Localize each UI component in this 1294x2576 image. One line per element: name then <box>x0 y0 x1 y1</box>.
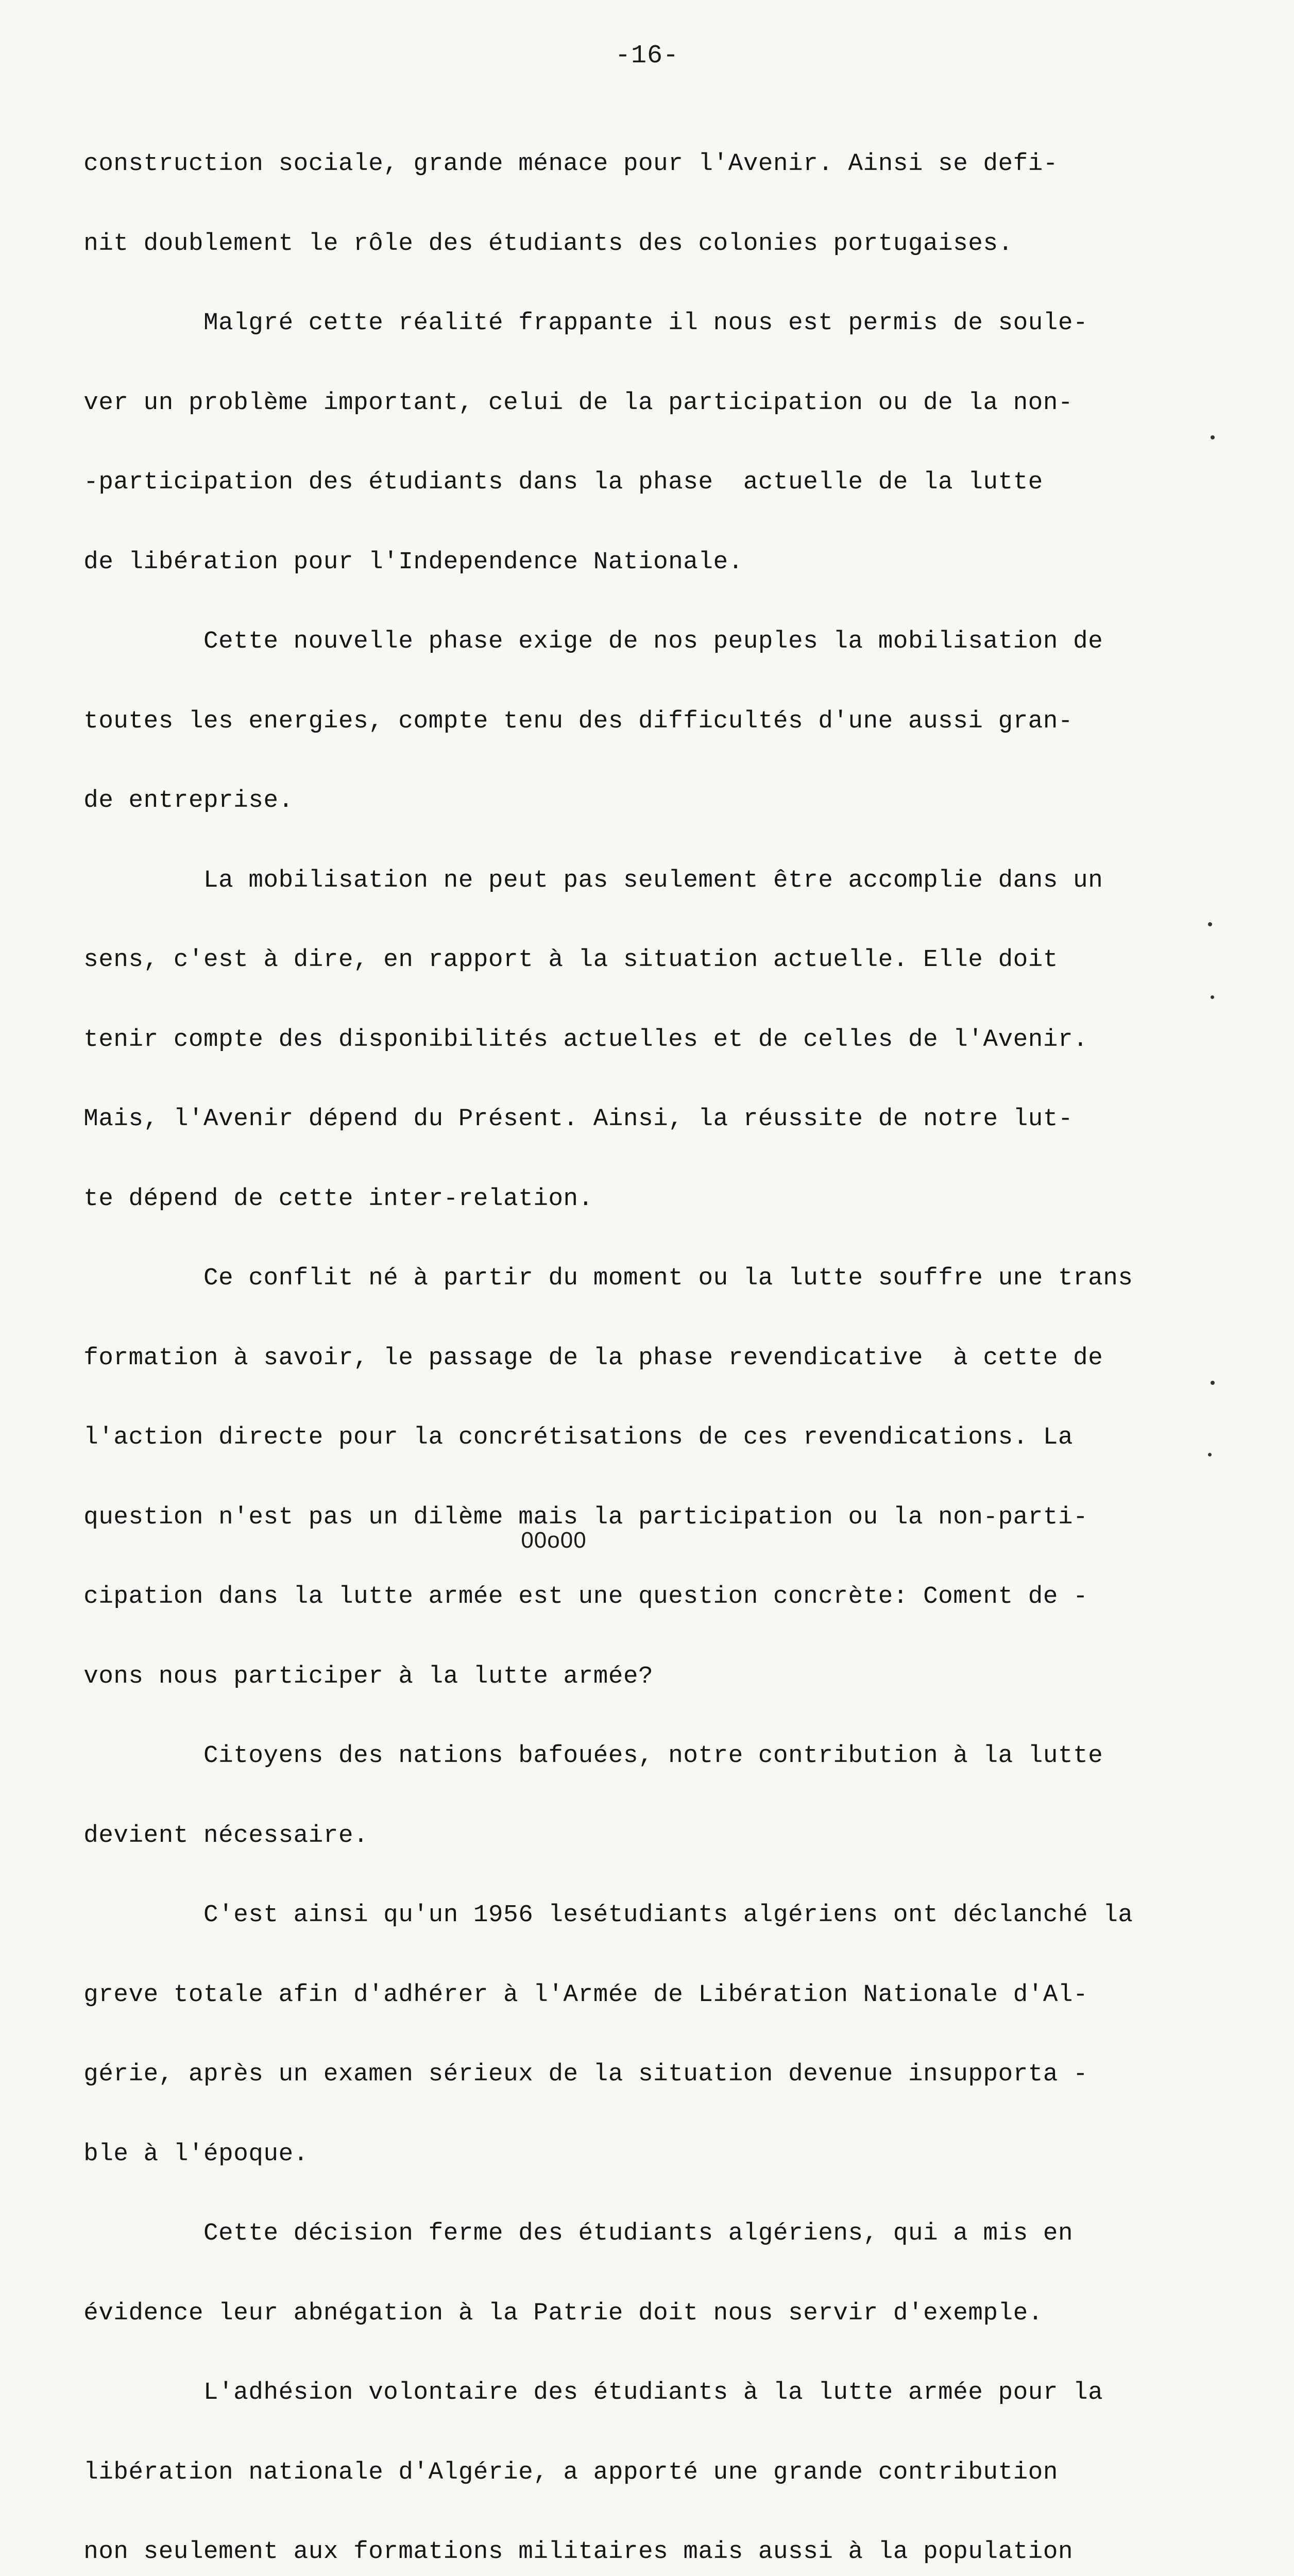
text-line: Cette décision ferme des étudiants algériens, qui a mis en <box>54 2219 1074 2247</box>
text-line: -participation des étudiants dans la phase actuelle de la lutte <box>54 468 1043 496</box>
text-line: sens, c'est à dire, en rapport à la situation actuelle. Elle doit <box>54 946 1059 974</box>
scan-speck <box>1208 1453 1212 1456</box>
text-line: ver un problème important, celui de la participation ou de la non- <box>54 388 1074 417</box>
text-line: devient nécessaire. <box>54 1821 369 1850</box>
body-text <box>54 98 1135 2576</box>
text-line: l'action directe pour la concrétisations de ces revendications. La <box>54 1423 1074 1451</box>
text-line: tenir compte des disponibilités actuelles et de celles de l'Avenir. <box>54 1025 1088 1054</box>
text-line: de libération pour l'Independence Nationale. <box>54 548 743 576</box>
text-line: Citoyens des nations bafouées, notre contribution à la lutte <box>54 1742 1103 1770</box>
text-line: Mais, l'Avenir dépend du Présent. Ainsi, la réussite de notre lut- <box>54 1105 1074 1133</box>
text-line: libération nationale d'Algérie, a apporté une grande contribution <box>54 2458 1059 2486</box>
text-line: te dépend de cette inter-relation. <box>54 1184 593 1213</box>
closing-mark: 00o00 <box>521 1528 587 1553</box>
text-line: toutes les energies, compte tenu des difficultés d'une aussi gran- <box>54 707 1074 735</box>
text-line: formation à savoir, le passage de la phase revendicative à cette de <box>54 1344 1103 1372</box>
scan-speck <box>1208 922 1212 926</box>
text-line: construction sociale, grande ménace pour l'Avenir. Ainsi se defi- <box>54 150 1059 178</box>
text-line: Ce conflit né à partir du moment ou la lutte souffre une trans <box>54 1264 1133 1292</box>
text-line: Cette nouvelle phase exige de nos peuples la mobilisation de <box>54 628 1103 655</box>
text-line: C'est ainsi qu'un 1956 lesétudiants algériens ont déclanché la <box>54 1901 1133 1929</box>
text-line: vons nous participer à la lutte armée? <box>54 1662 654 1690</box>
text-line: L'adhésion volontaire des étudiants à la lutte armée pour la <box>54 2379 1103 2406</box>
page-number: -16- <box>615 41 679 71</box>
text-line: La mobilisation ne peut pas seulement être accomplie dans un <box>54 866 1103 894</box>
text-line: ble à l'époque. <box>54 2140 309 2168</box>
text-line: évidence leur abnégation à la Patrie doit nous servir d'exemple. <box>54 2299 1043 2327</box>
text-line: nit doublement le rôle des étudiants des colonies portugaises. <box>54 229 1013 258</box>
text-line: greve totale afin d'adhérer à l'Armée de Libération Nationale d'Al- <box>54 1980 1088 2009</box>
text-line: de entreprise. <box>54 787 294 815</box>
text-line: non seulement aux formations militaires mais aussi à la population <box>54 2538 1074 2566</box>
text-line: gérie, après un examen sérieux de la situation devenue insupporta - <box>54 2060 1088 2088</box>
scan-speck <box>1211 1381 1215 1385</box>
text-line: question n'est pas un dilème mais la participation ou la non-parti- <box>54 1503 1088 1531</box>
text-line: cipation dans la lutte armée est une question concrète: Coment de - <box>54 1583 1088 1611</box>
scan-speck <box>1211 995 1214 999</box>
text-line: Malgré cette réalité frappante il nous est permis de soule- <box>54 309 1088 337</box>
scan-speck <box>1211 435 1215 439</box>
